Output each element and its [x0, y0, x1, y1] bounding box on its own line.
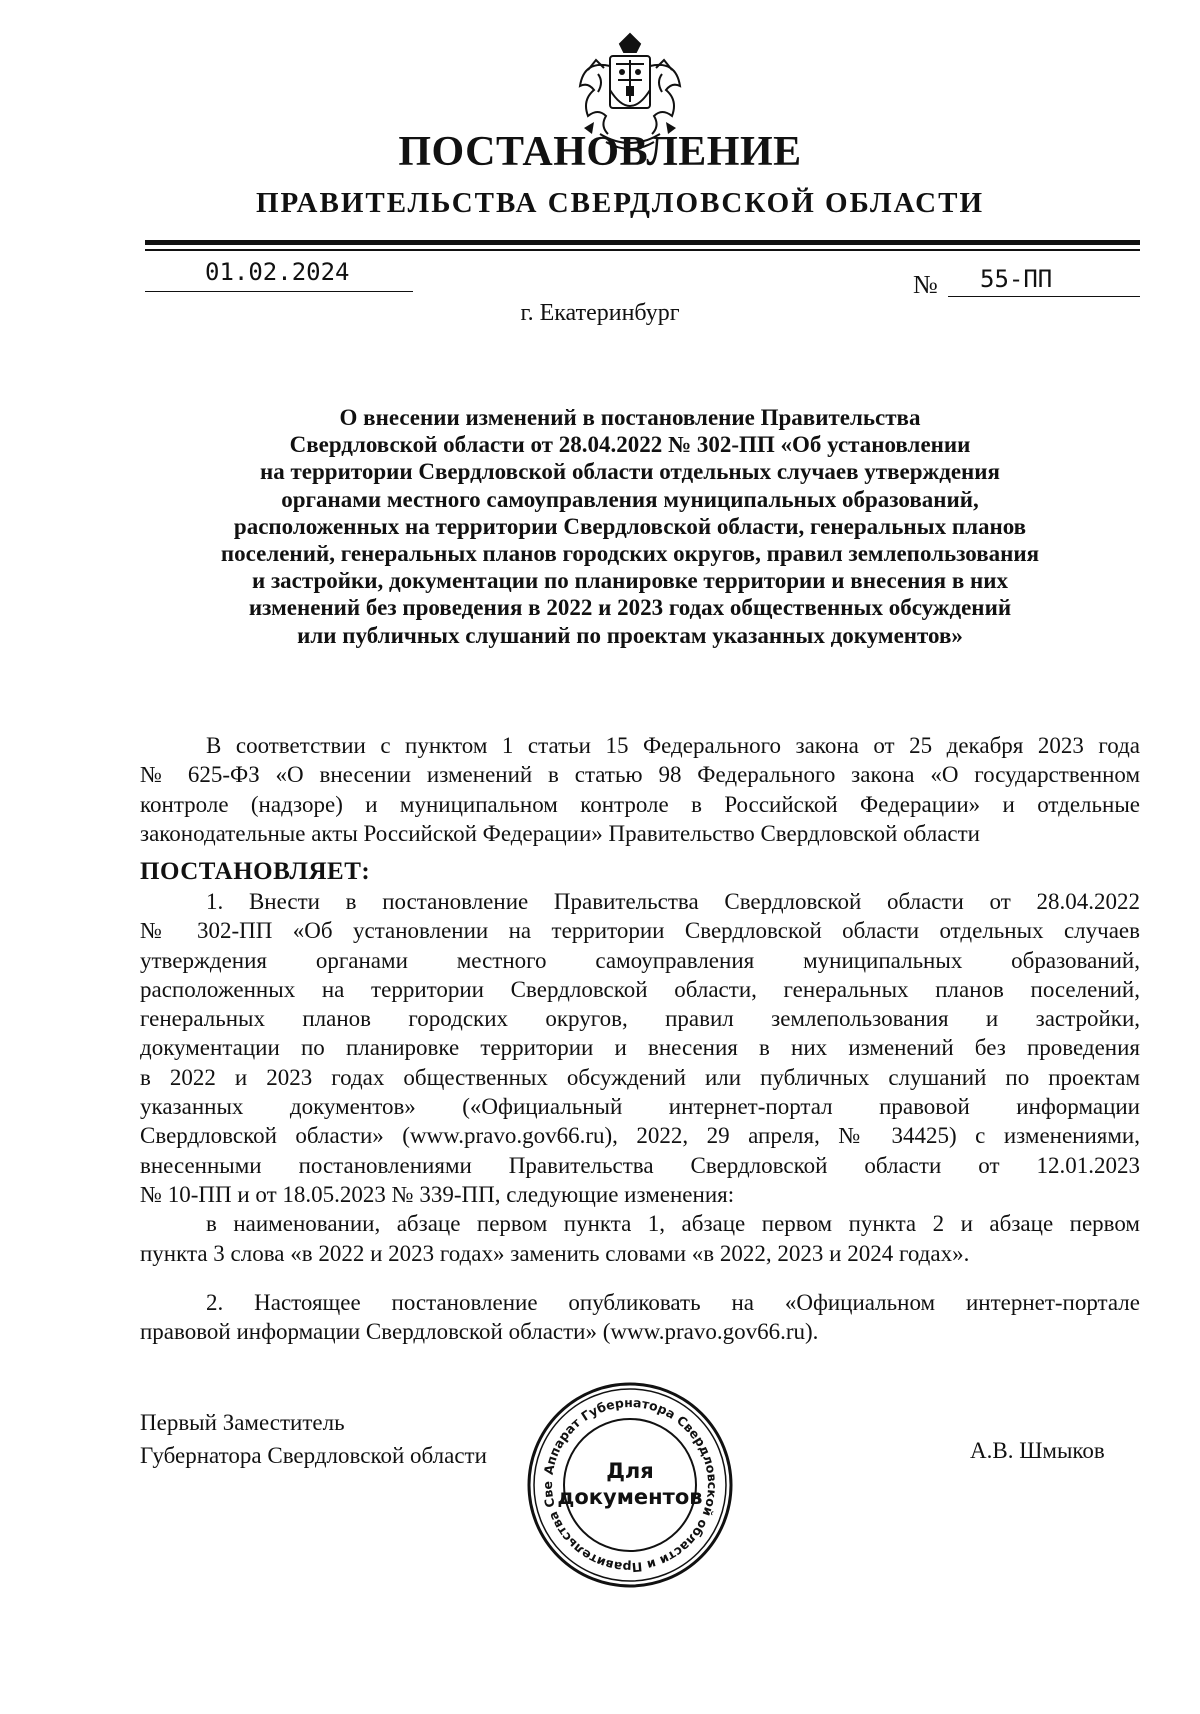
item-2-paragraph [140, 1288, 1140, 1347]
document-number: 55-ПП [980, 265, 1053, 293]
change-line: в наименовании, абзаце первом пункта 1, абзаце первом пункта 2 и абзаце первом [206, 1211, 1140, 1237]
document-subtitle: ПРАВИТЕЛЬСТВА СВЕРДЛОВСКОЙ ОБЛАСТИ [255, 187, 985, 219]
item-1-line: в 2022 и 2023 годах общественных обсуждений или публичных слушаний по проектам [140, 1064, 1140, 1090]
preamble-line: законодательные акты Российской Федерации» Правительство Свердловской области [140, 820, 980, 846]
stamp-inner-line: документов [557, 1485, 703, 1509]
item-2-line: 2. Настоящее постановление опубликовать на «Официальном интернет-портале [206, 1290, 1140, 1315]
item-1-line: документации по планировке территории и внесения в них изменений без проведения [140, 1035, 1140, 1061]
date-underline [145, 291, 413, 292]
item-2-line: правовой информации Свердловской области» (www.pravo.gov66.ru). [140, 1319, 819, 1345]
item-1-line: № 10-ПП и от 18.05.2023 № 339-ПП, следующие изменения: [140, 1181, 735, 1207]
position-line: Губернатора Свердловской области [140, 1443, 487, 1468]
item-1-line: расположенных на территории Свердловской области, генеральных планов поселений, [140, 976, 1140, 1002]
item-1-paragraph [140, 887, 1140, 1268]
header-rule-thick [145, 240, 1140, 245]
header-rule-thin [145, 249, 1140, 251]
item-1-line: указанных документов» («Официальный интернет-портал правовой информации [140, 1094, 1140, 1120]
item-1-line: № 302-ПП «Об установлении на территории Свердловской области отдельных случаев [140, 918, 1140, 944]
position-line: Первый Заместитель [140, 1410, 345, 1435]
preamble-line: контроле (надзоре) и муниципальном контроле в Российской Федерации» и отдельные [140, 791, 1140, 817]
city-name: г. Екатеринбург [520, 300, 680, 326]
stamp-inner-line: Для [606, 1459, 654, 1483]
item-1-line: утверждения органами местного самоуправления муниципальных образований, [140, 947, 1140, 973]
preamble-line: № 625-ФЗ «О внесении изменений в статью 98 Федерального закона «О государственном [140, 762, 1140, 788]
change-line: пункта 3 слова «в 2022 и 2023 годах» заменить словами «в 2022, 2023 и 2024 годах». [140, 1240, 970, 1266]
signatory-name: А.В. Шмыков [970, 1438, 1105, 1463]
official-stamp [525, 1380, 735, 1590]
stamp-inner-text [525, 1458, 735, 1510]
item-1-line: 1. Внести в постановление Правительства Свердловской области от 28.04.2022 [206, 889, 1140, 914]
document-heading: О внесении изменений в постановление Правительства Свердловской области от 28.04.2022 № 302-ПП «Об установлении на территории Свердловской области отдельных случаев утверждения органами местного самоуправления муниципальных образований, расположенных на территории Свердловской области, генеральных планов поселений, генеральных планов городских округов, правил землепользования и застройки, документации по планировке территории и внесения в них изменений без проведения в 2022 и 2023 годах общественных обсуждений или публичных слушаний по проектам указанных документов» [220, 405, 1040, 648]
item-1-line: внесенными постановлениями Правительства Свердловской области от 12.01.2023 [140, 1152, 1140, 1178]
number-label: № [913, 270, 938, 299]
document-date: 01.02.2024 [205, 258, 350, 286]
stamp-ring-text: Аппарат Губернатора Свердловской области и Правительства Све [539, 1394, 721, 1576]
document-title: ПОСТАНОВЛЕНИЕ [398, 129, 802, 175]
number-underline [948, 296, 1140, 297]
item-1-line: генеральных планов городских округов, правил землепользования и застройки, [140, 1006, 1140, 1032]
preamble-paragraph [140, 731, 1140, 848]
preamble-line: В соответствии с пунктом 1 статьи 15 Федерального закона от 25 декабря 2023 года [206, 733, 1140, 758]
decree-word: ПОСТАНОВЛЯЕТ: [140, 858, 371, 885]
signatory-position [140, 1406, 487, 1472]
item-1-line: Свердловской области» (www.pravo.gov66.ru), 2022, 29 апреля, № 34425) с изменениями, [140, 1123, 1140, 1149]
